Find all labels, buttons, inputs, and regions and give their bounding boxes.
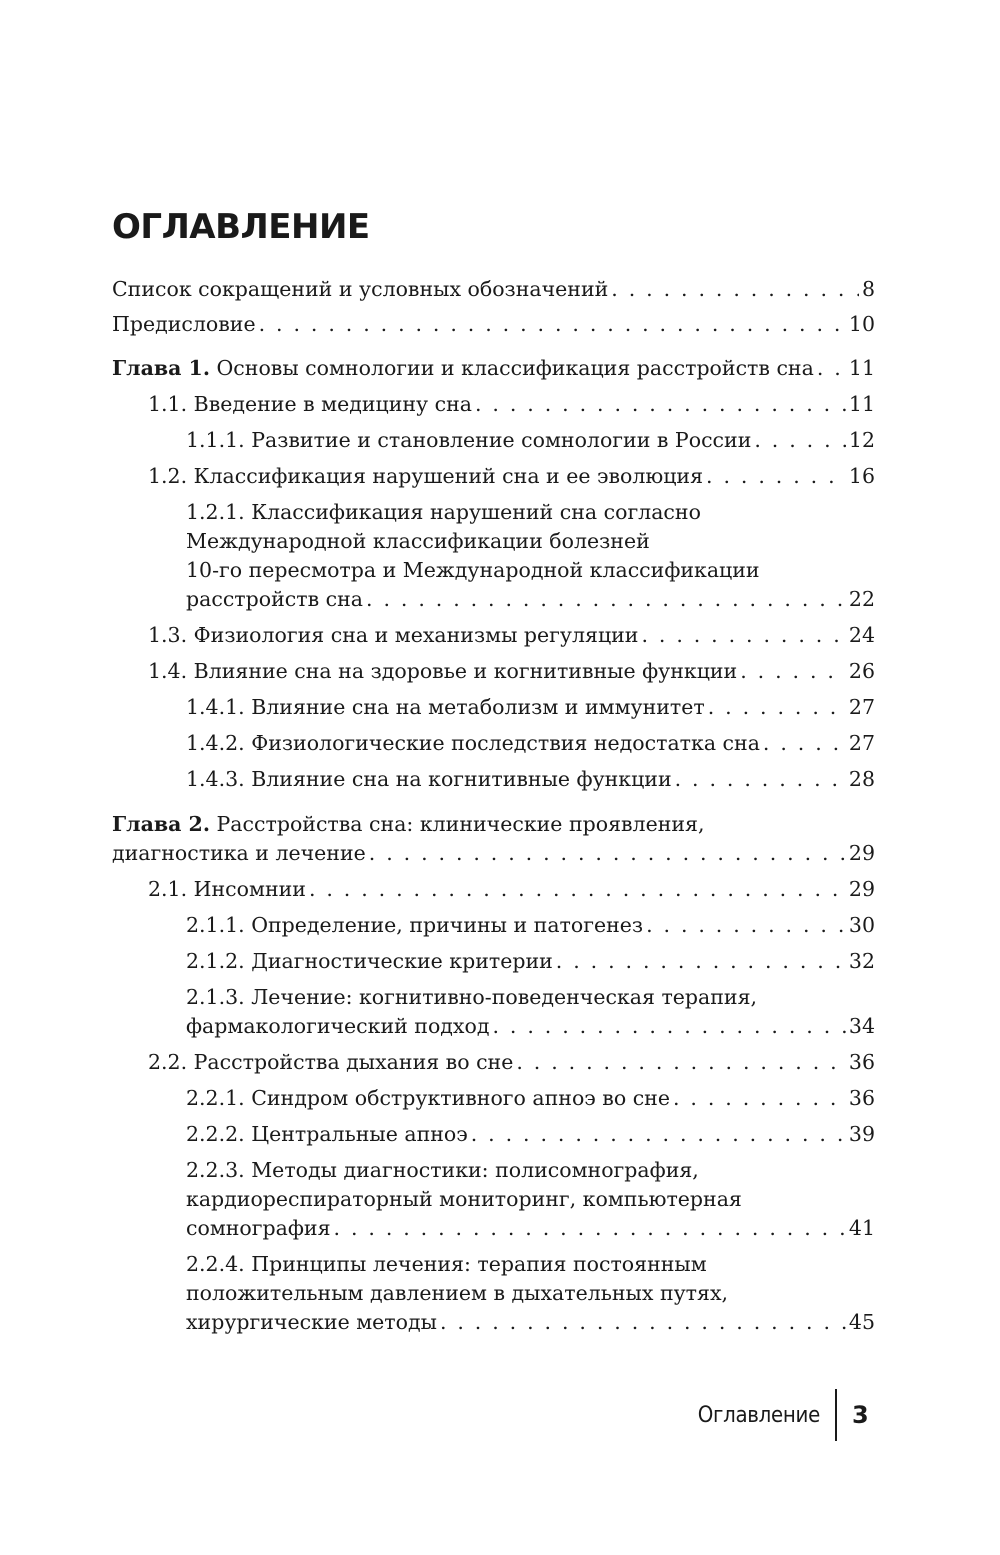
toc-entry[interactable] (112, 657, 875, 686)
toc-chapter-2[interactable] (112, 810, 875, 868)
dot-leader (641, 621, 845, 650)
running-footer (0, 1389, 1000, 1445)
toc-page-number: 16 (848, 464, 875, 488)
toc-entry-text: 1.3. Физиология сна и механизмы регуляции (148, 623, 639, 647)
dot-leader (369, 839, 846, 868)
toc-entry[interactable] (112, 911, 875, 940)
toc-page-number: 28 (848, 767, 875, 791)
toc-entry-text: 1.4.2. Физиологические последствия недостатка сна (186, 731, 760, 755)
toc-entry-text: 2.2.1. Синдром обструктивного апноэ во сне (186, 1086, 670, 1110)
toc-entry-text: 2.1.3. Лечение: когнитивно-поведенческая терапия, (186, 985, 758, 1009)
dot-leader (611, 275, 859, 304)
toc-entry-text: 1.1. Введение в медицину сна (148, 392, 472, 416)
toc-page-number: 29 (848, 841, 875, 865)
toc-entry[interactable] (112, 1084, 875, 1113)
toc-entry[interactable] (112, 498, 875, 614)
toc-chapter-1[interactable] (112, 354, 875, 383)
dot-leader (366, 585, 846, 614)
toc-entry[interactable] (112, 426, 875, 455)
dot-leader (706, 462, 846, 491)
toc-entry[interactable] (112, 765, 875, 794)
toc-entry[interactable] (112, 1120, 875, 1149)
toc-page-number: 32 (848, 949, 875, 973)
toc-page-number: 26 (848, 659, 875, 683)
dot-leader (334, 1214, 846, 1243)
toc-page-number: 30 (848, 913, 875, 937)
toc-entry-text: 1.4.3. Влияние сна на когнитивные функции (186, 767, 672, 791)
table-of-contents (112, 272, 875, 1337)
chapter-label: Глава 1. (112, 356, 210, 380)
toc-entry-text: кардиореспираторный мониторинг, компьютерная (186, 1187, 742, 1211)
toc-entry-text: 2.2. Расстройства дыхания во сне (148, 1050, 514, 1074)
toc-entry-text: хирургические методы (186, 1310, 437, 1334)
toc-entry-text: 1.4. Влияние сна на здоровье и когнитивные функции (148, 659, 738, 683)
toc-entry[interactable] (112, 693, 875, 722)
toc-entry[interactable] (112, 1250, 875, 1337)
toc-entry[interactable] (112, 462, 875, 491)
toc-entry[interactable] (112, 1156, 875, 1243)
toc-entry-text: Международной классификации болезней (186, 529, 650, 553)
toc-entry-text: 2.2.4. Принципы лечения: терапия постоянным (186, 1252, 707, 1276)
footer-divider (835, 1389, 837, 1441)
toc-entry-text: 2.1. Инсомнии (148, 877, 306, 901)
dot-leader (708, 693, 846, 722)
footer-page-number: 3 (852, 1401, 869, 1429)
toc-page-number: 41 (848, 1216, 875, 1240)
toc-entry[interactable] (112, 1048, 875, 1077)
toc-page-number: 36 (848, 1086, 875, 1110)
toc-entry[interactable] (112, 275, 875, 304)
toc-entry[interactable] (112, 729, 875, 758)
dot-leader (492, 1012, 845, 1041)
toc-entry-text: 2.1.1. Определение, причины и патогенез (186, 913, 644, 937)
toc-page-number: 29 (848, 877, 875, 901)
toc-page-number: 8 (861, 277, 875, 301)
toc-page-number: 27 (848, 695, 875, 719)
dot-leader (646, 911, 846, 940)
dot-leader (817, 354, 846, 383)
toc-page-number: 12 (848, 428, 875, 452)
dot-leader (440, 1308, 846, 1337)
footer-section-title: Оглавление (697, 1403, 820, 1428)
dot-leader (471, 1120, 846, 1149)
toc-page-number: 45 (848, 1310, 875, 1334)
toc-page-number: 22 (848, 587, 875, 611)
toc-page-number: 11 (848, 356, 875, 380)
toc-page-number: 39 (848, 1122, 875, 1146)
toc-entry-text: Основы сомнологии и классификация расстройств сна (216, 356, 814, 380)
toc-page-number: 24 (848, 623, 875, 647)
toc-entry-text: сомнография (186, 1216, 331, 1240)
dot-leader (675, 765, 846, 794)
dot-leader (754, 426, 846, 455)
toc-entry-text: 1.4.1. Влияние сна на метаболизм и иммунитет (186, 695, 705, 719)
dot-leader (475, 390, 846, 419)
toc-entry-text: 1.1.1. Развитие и становление сомнологии в России (186, 428, 752, 452)
toc-entry-text: расстройств сна (186, 587, 364, 611)
toc-entry-text: диагностика и лечение (112, 841, 366, 865)
toc-entry-text: 2.2.3. Методы диагностики: полисомнография, (186, 1158, 699, 1182)
toc-entry[interactable] (112, 621, 875, 650)
dot-leader (259, 310, 846, 339)
toc-entry-text: 10-го пересмотра и Международной классификации (186, 558, 760, 582)
toc-entry-text: 1.2.1. Классификация нарушений сна согласно (186, 500, 701, 524)
dot-leader (740, 657, 846, 686)
toc-entry[interactable] (112, 947, 875, 976)
toc-entry[interactable] (112, 875, 875, 904)
toc-page-number: 34 (848, 1014, 875, 1038)
toc-entry-text: 2.1.2. Диагностические критерии (186, 949, 553, 973)
toc-page-number: 10 (848, 312, 875, 336)
dot-leader (516, 1048, 846, 1077)
dot-leader (556, 947, 846, 976)
toc-entry-text: Расстройства сна: клинические проявления, (216, 812, 705, 836)
toc-entry[interactable] (112, 983, 875, 1041)
dot-leader (763, 729, 846, 758)
toc-entry-text: Предисловие (112, 312, 256, 336)
dot-leader (309, 875, 846, 904)
toc-entry-text: положительным давлением в дыхательных путях, (186, 1281, 729, 1305)
toc-entry-text: Список сокращений и условных обозначений (112, 277, 609, 301)
toc-entry[interactable] (112, 390, 875, 419)
toc-entry-text: 2.2.2. Центральные апноэ (186, 1122, 468, 1146)
chapter-label: Глава 2. (112, 812, 210, 836)
toc-page-number: 11 (848, 392, 875, 416)
toc-entry-text: фармакологический подход (186, 1014, 490, 1038)
toc-entry[interactable] (112, 310, 875, 339)
toc-entry-text: 1.2. Классификация нарушений сна и ее эволюция (148, 464, 704, 488)
page-title: ОГЛАВЛЕНИЕ (112, 207, 370, 247)
dot-leader (673, 1084, 846, 1113)
toc-page-number: 36 (848, 1050, 875, 1074)
toc-page-number: 27 (848, 731, 875, 755)
